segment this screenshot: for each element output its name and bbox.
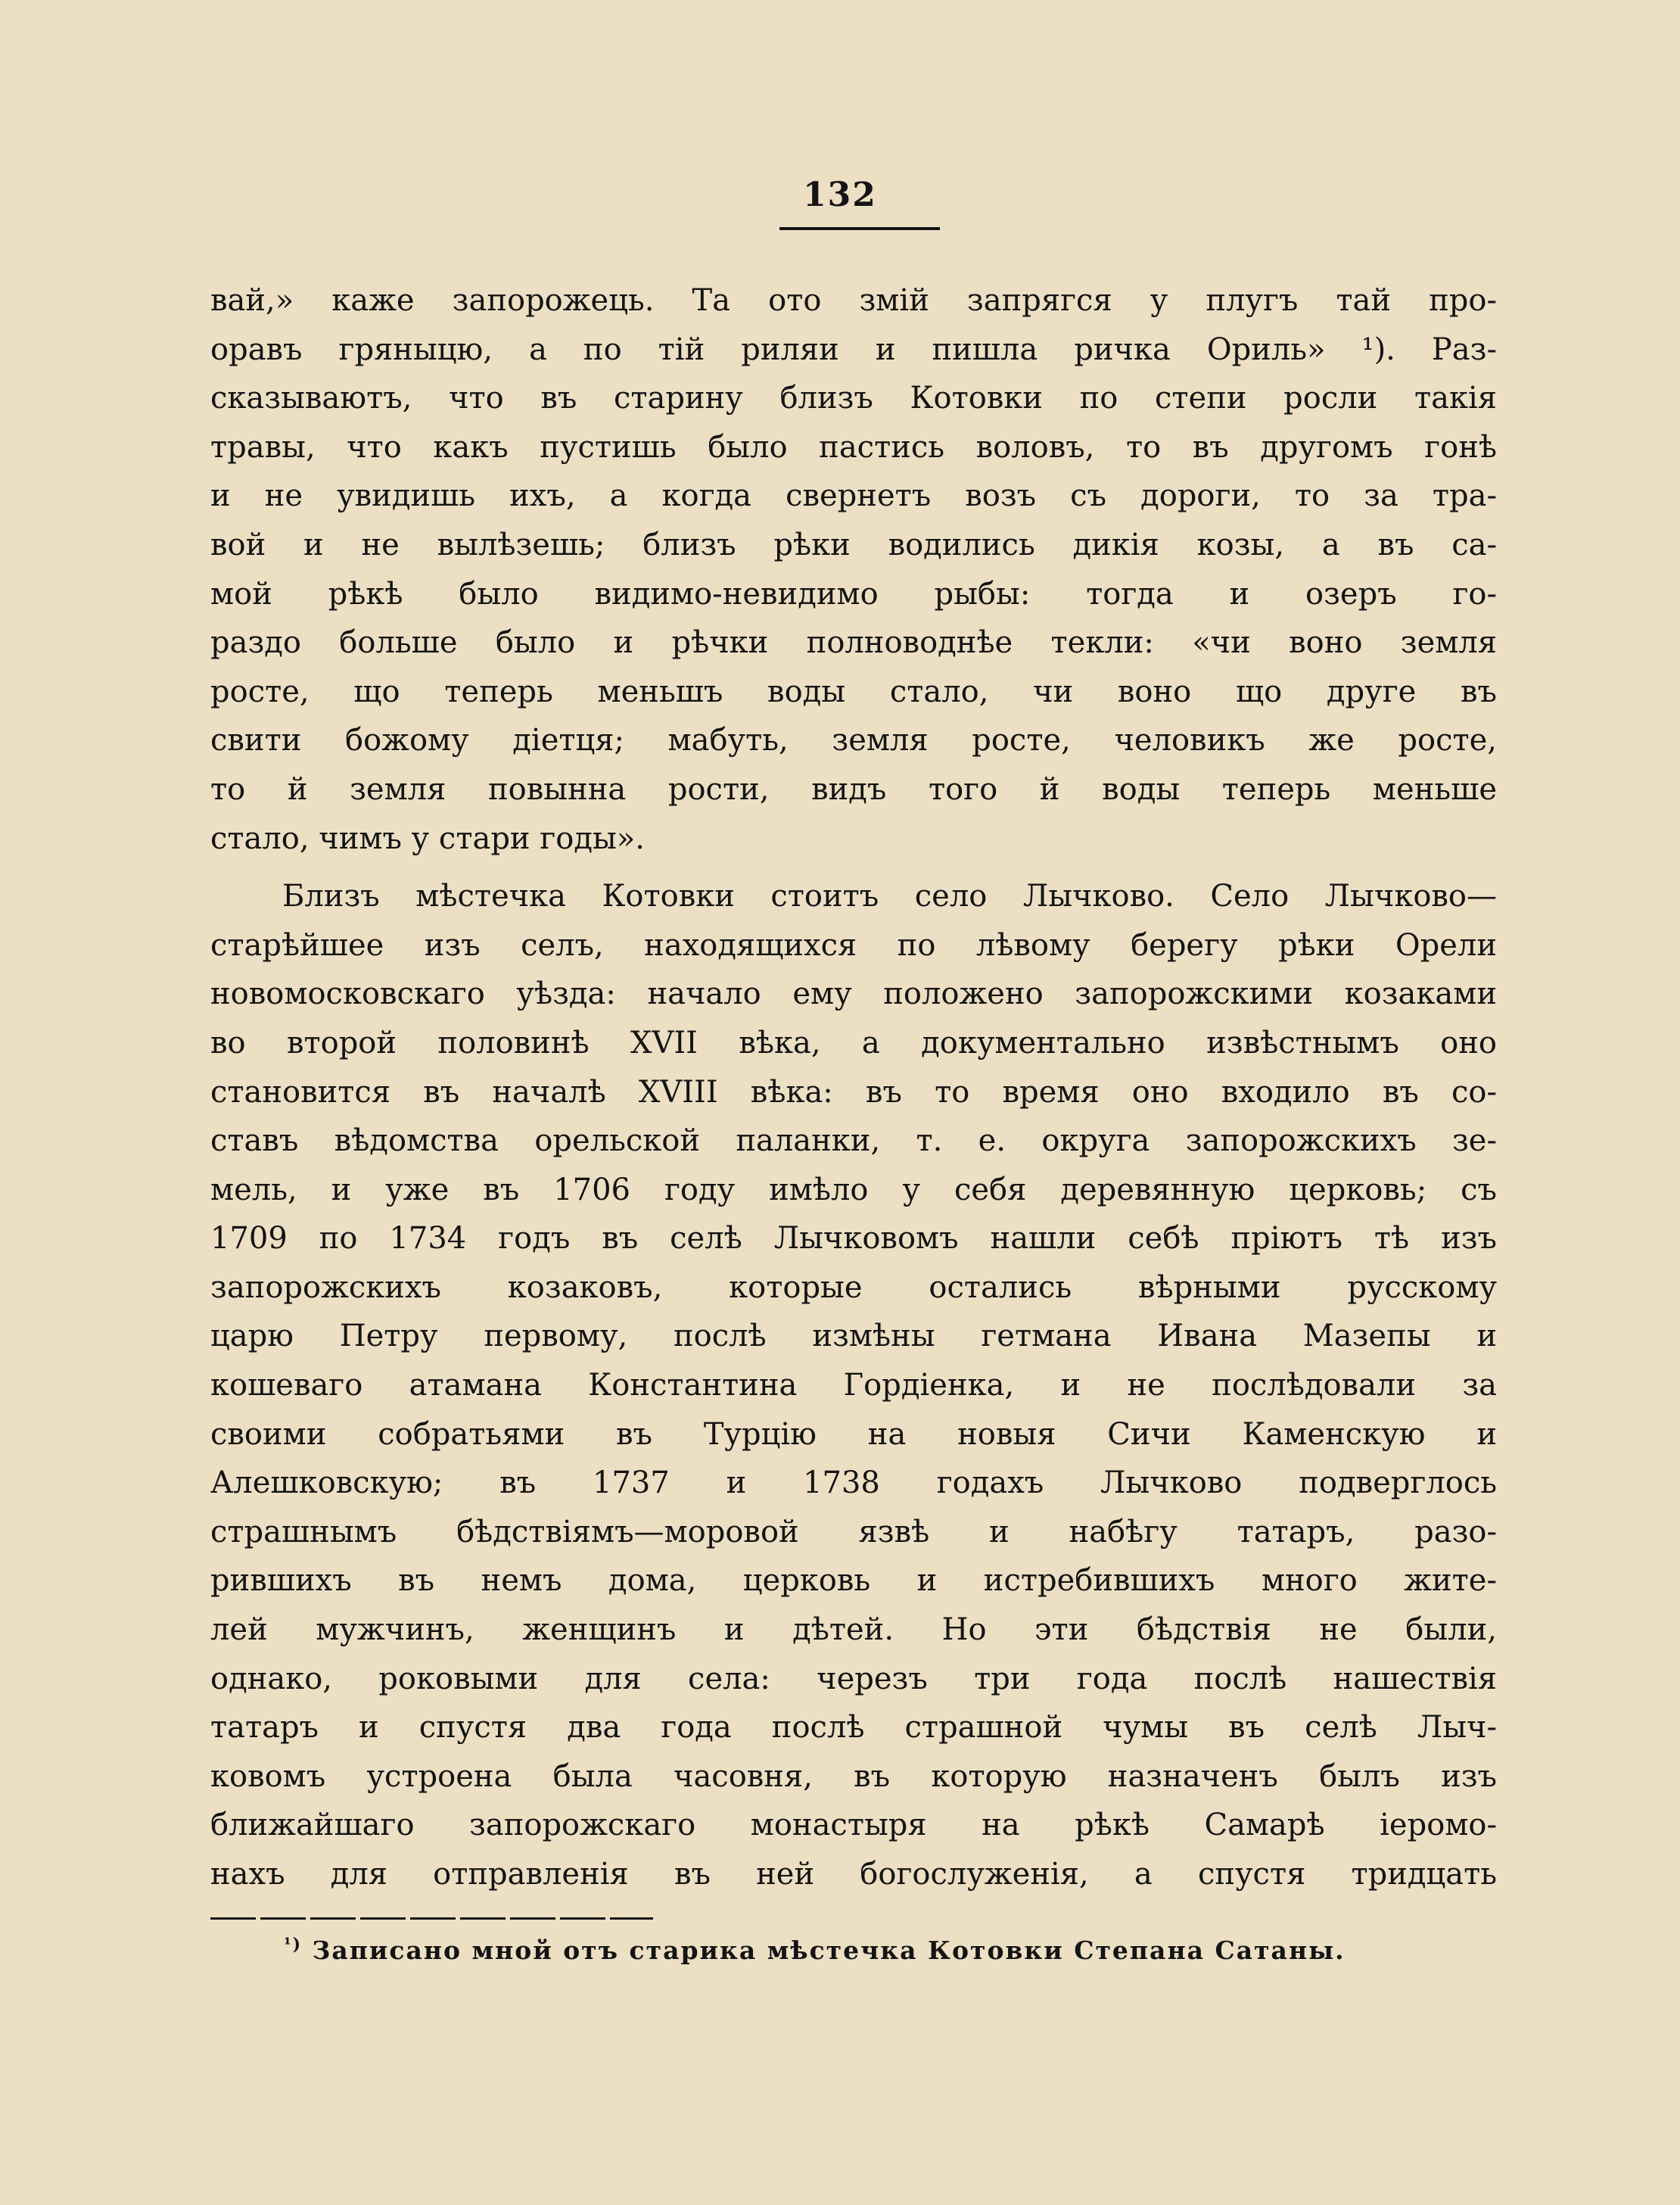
text-line: во второй половинѣ XVII вѣка, а документально извѣстнымъ оно [210,1025,1497,1060]
text-line: кошеваго атамана Константина Гордіенка, и не послѣдовали за [210,1368,1497,1403]
text-line: мель, и уже въ 1706 году имѣло у себя деревянную церковь; съ [210,1172,1497,1207]
text-line: ковомъ устроена была часовня, въ которую назначенъ былъ изъ [210,1758,1497,1794]
text-line: своими собратьями въ Турцію на новыя Сичи Каменскую и [210,1416,1497,1452]
text-line: росте, що теперь меньшъ воды стало, чи воно що друге въ [210,674,1497,709]
text-line: становится въ началѣ XVIII вѣка: въ то время оно входило въ со- [210,1074,1497,1110]
body-text [210,276,1497,1899]
text-line: страшнымъ бѣдствіямъ—моровой язвѣ и набѣгу татаръ, разо- [210,1514,1497,1549]
text-line: вой и не вылѣзешь; близъ рѣки водились дикія козы, а въ са- [210,527,1497,562]
footnote-text: Записано мной отъ старика мѣстечка Котовки Степана Сатаны. [312,1936,1346,1965]
text-line: запорожскихъ козаковъ, которые остались вѣрными русскому [210,1269,1497,1305]
page-number-rule [779,227,940,230]
text-line: свити божому діетця; мабуть, земля росте, человикъ же росте, [210,723,1497,758]
text-line: то й земля повынна рости, видъ того й воды теперь меньше [210,771,1497,807]
text-line: новомосковскаго уѣзда: начало ему положено запорожскими козаками [210,976,1497,1012]
text-line: сказываютъ, что въ старину близъ Котовки по степи росли такія [210,381,1497,416]
text-line: татаръ и спустя два года послѣ страшной чумы въ селѣ Лыч- [210,1710,1497,1746]
paragraph-2 [210,872,1497,1898]
text-line: травы, что какъ пустишь было пастись воловъ, то въ другомъ гонѣ [210,429,1497,465]
text-line: ближайшаго запорожскаго монастыря на рѣкѣ Самарѣ іеромо- [210,1808,1497,1843]
text-line: однако, роковыми для села: черезъ три года послѣ нашествія [210,1661,1497,1696]
text-line: 1709 по 1734 годъ въ селѣ Лычковомъ нашли себѣ пріютъ тѣ изъ [210,1221,1497,1257]
text-line: Близъ мѣстечка Котовки стоитъ село Лычково. Село Лычково— [282,879,1497,914]
text-line: царю Петру первому, послѣ измѣны гетмана Ивана Мазепы и [210,1319,1497,1354]
footnote-marker: ¹) [284,1935,303,1954]
text-line: лей мужчинъ, женщинъ и дѣтей. Но эти бѣдствія не были, [210,1612,1497,1648]
text-line: ставъ вѣдомства орельской паланки, т. е. округа запорожскихъ зе- [210,1123,1497,1159]
text-line: Алешковскую; въ 1737 и 1738 годахъ Лычково подверглось [210,1465,1497,1501]
footnote-rule [210,1917,653,1920]
text-line: рившихъ въ немъ дома, церковь и истребившихъ много жите- [210,1563,1497,1599]
footnote [284,1935,1346,1965]
paragraph-1 [210,276,1497,863]
text-line: раздо больше было и рѣчки полноводнѣе текли: «чи воно земля [210,625,1497,661]
text-line: вай,» каже запорожець. Та ото змій запрягся у плугъ тай про- [210,283,1497,318]
paragraph-gap [210,863,1497,872]
text-line: стало, чимъ у стари годы». [210,821,645,856]
text-line: нахъ для отправленія въ ней богослуженія, а спустя тридцать [210,1857,1497,1892]
page-number: 132 [803,176,877,214]
text-line: и не увидишь ихъ, а когда свернетъ возъ съ дороги, то за тра- [210,478,1497,514]
text-line: оравъ гряныцю, а по тій риляи и пишла ричка Ориль» ¹). Раз- [210,332,1497,367]
text-line: старѣйшее изъ селъ, находящихся по лѣвому берегу рѣки Орели [210,927,1497,963]
text-line: мой рѣкѣ было видимо-невидимо рыбы: тогда и озеръ го- [210,576,1497,612]
